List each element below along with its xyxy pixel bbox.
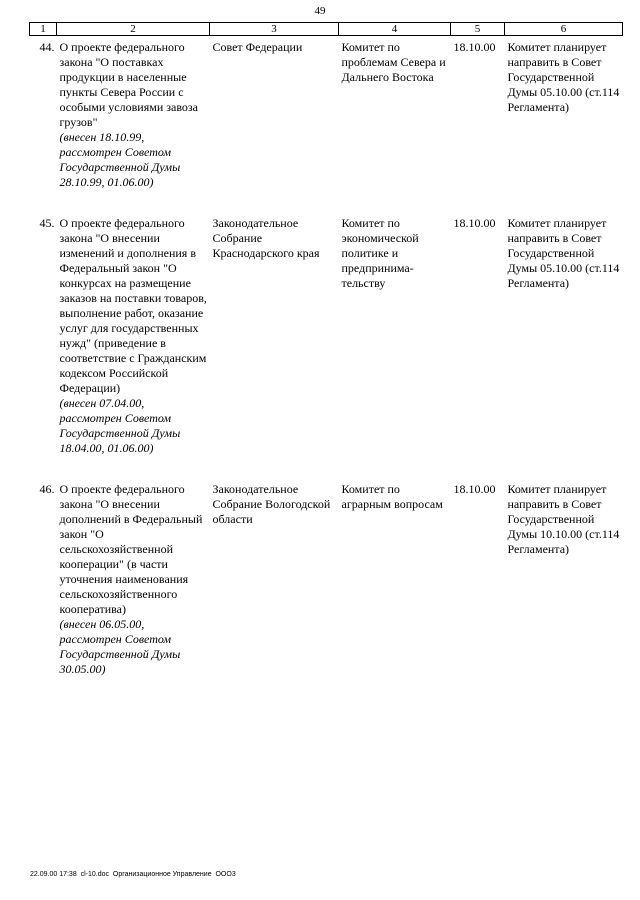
plan: Комитет планирует направить в Совет Государственной Думы 05.10.00 (ст.114 Регламента) <box>507 40 620 114</box>
bill-note: (внесен 18.10.99, рассмотрен Советом Государственной Думы 28.10.99, 01.06.00) <box>59 130 181 189</box>
bill-title-cell <box>57 212 210 478</box>
initiator: Законодательное Собрание Вологодской области <box>212 482 331 526</box>
table-row <box>30 212 623 478</box>
initiator: Совет Федерации <box>212 40 303 54</box>
committee: Комитет по проблемам Севера и Дальнего Востока <box>341 40 446 84</box>
column-header: 1 <box>30 23 57 36</box>
column-header: 5 <box>451 23 505 36</box>
bills-table <box>29 22 623 699</box>
table-row <box>30 36 623 213</box>
column-number-header <box>30 23 623 36</box>
row-number: 44. <box>39 40 55 54</box>
initiator: Законодательное Собрание Краснодарского края <box>212 216 320 260</box>
committee: Комитет по экономической политике и предпринима-тельству <box>341 216 419 290</box>
page-number: 49 <box>314 5 326 17</box>
bill-title-cell <box>57 478 210 699</box>
column-header: 6 <box>505 23 623 36</box>
bill-title-cell <box>57 36 210 213</box>
bill-title: О проекте федерального закона "О внесении дополнений в Федеральный закон "О сельскохозяйственной кооперации" (в части уточнения наименования сельскохозяйственного кооператива) <box>59 482 203 616</box>
row-number: 45. <box>39 216 55 230</box>
bill-title: О проекте федерального закона "О поставках продукции в населенные пункты Севера России с особыми условиями завоза грузов" <box>59 40 198 129</box>
bill-title: О проекте федерального закона "О внесении изменений и дополнения в Федеральный закон "О конкурсах на размещение заказов на поставки товаров, выполнение работ, оказание услуг для государственных нужд" (приведение в соответствие с Гражданским кодексом Российской Федерации) <box>59 216 207 395</box>
committee: Комитет по аграрным вопросам <box>341 482 443 511</box>
date: 18.10.00 <box>453 216 496 230</box>
document-footer: 22.09.00 17:38 cl-10.doc Организационное Управление ООО3 <box>30 871 236 878</box>
column-header: 2 <box>57 23 210 36</box>
plan: Комитет планирует направить в Совет Государственной Думы 10.10.00 (ст.114 Регламента) <box>507 482 620 556</box>
table-row <box>30 478 623 699</box>
bill-note: (внесен 07.04.00, рассмотрен Советом Государственной Думы 18.04.00, 01.06.00) <box>59 396 181 455</box>
row-number: 46. <box>39 482 55 496</box>
bill-note: (внесен 06.05.00, рассмотрен Советом Государственной Думы 30.05.00) <box>59 617 181 676</box>
column-header: 3 <box>210 23 339 36</box>
plan: Комитет планирует направить в Совет Государственной Думы 05.10.00 (ст.114 Регламента) <box>507 216 620 290</box>
column-header: 4 <box>339 23 451 36</box>
date: 18.10.00 <box>453 482 496 496</box>
date: 18.10.00 <box>453 40 496 54</box>
